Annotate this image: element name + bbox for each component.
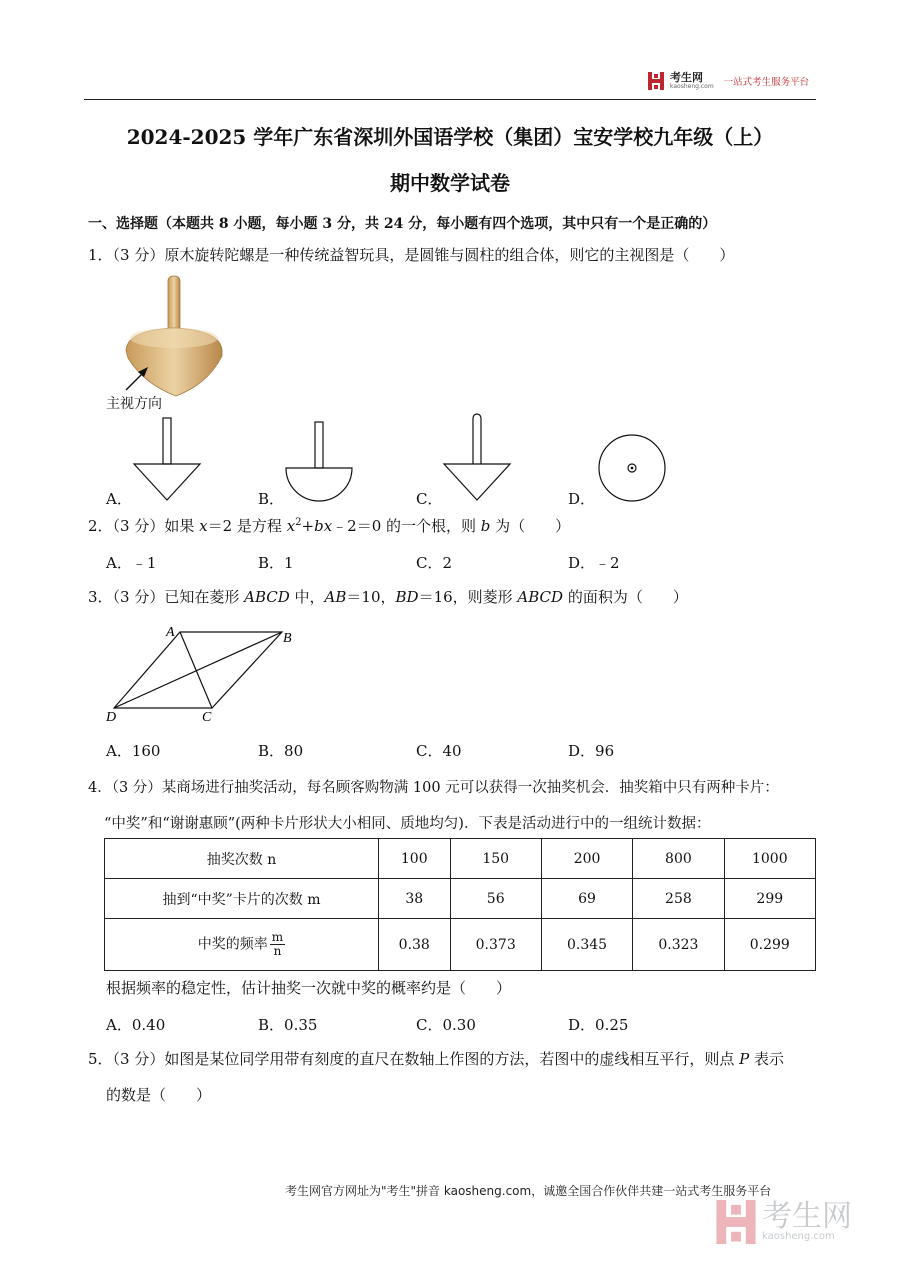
q4-stem-line1: 4．（3 分）某商场进行抽奖活动，每名顾客购物满 100 元可以获得一次抽奖机会．抽奖箱中只有两种卡片：	[88, 780, 779, 796]
q3-option-c[interactable]: C．40	[416, 742, 462, 760]
kaosheng-logo-icon	[648, 72, 664, 90]
q3-option-d[interactable]: D．96	[568, 742, 615, 760]
watermark-domain: kaosheng.com	[762, 1231, 835, 1242]
view-direction-label: 主视方向	[106, 396, 162, 412]
table-cell: 38	[379, 879, 451, 919]
q1-figure-b	[282, 420, 360, 506]
table-cell: 0.345	[541, 919, 632, 971]
watermark-logo-icon	[716, 1200, 756, 1244]
q4-option-a[interactable]: A．0.40	[106, 1016, 166, 1034]
lottery-stats-table	[104, 838, 816, 971]
table-row	[105, 839, 816, 879]
q2-option-a[interactable]: A．﹣1	[106, 554, 157, 572]
q1-figure-c	[440, 410, 518, 506]
vertex-label-b: B	[283, 631, 292, 646]
fraction-m-over-n: $\frac{m}{n}$	[271, 929, 284, 958]
vertex-label-d: D	[106, 710, 117, 725]
header-logo[interactable]	[648, 72, 809, 90]
q1-option-d[interactable]: D．	[568, 490, 596, 508]
q1-figure-a	[130, 416, 208, 506]
table-row	[105, 879, 816, 919]
watermark-name: 考生网	[762, 1199, 852, 1234]
footer-note: 考生网官方网址为"考生"拼音 kaosheng.com，诚邀全国合作伙伴共建一站式考生服务平台	[285, 1184, 772, 1198]
q5-stem-line2: 的数是（ ）	[106, 1086, 212, 1104]
q2-option-c[interactable]: C．2	[416, 554, 453, 572]
table-row	[105, 919, 816, 971]
q1-option-c[interactable]: C．	[416, 490, 443, 508]
logo-domain: kaosheng.com	[670, 83, 714, 90]
table-cell: 1000	[724, 839, 815, 879]
spinning-top-photo	[104, 272, 234, 412]
q4-option-b[interactable]: B．0.35	[258, 1016, 318, 1034]
table-cell: 69	[541, 879, 632, 919]
q4-option-c[interactable]: C．0.30	[416, 1016, 476, 1034]
rhombus-diagram	[100, 620, 310, 730]
q1-option-b[interactable]: B．	[258, 490, 285, 508]
table-cell: 0.373	[450, 919, 541, 971]
header-divider	[84, 99, 816, 100]
q2-stem: 2．（3 分）如果 x＝2 是方程 $x^2+bx﹣2=0$ 的一个根，则 b 为（ ）	[88, 517, 571, 535]
q5-stem-line1: 5．（3 分）如图是某位同学用带有刻度的直尺在数轴上作图的方法，若图中的虚线相互平行，则点 P 表示	[88, 1050, 785, 1068]
section-heading: 一、选择题（本题共 8 小题，每小题 3 分，共 24 分，每小题有四个选项，其中只有一个是正确的）	[88, 216, 717, 232]
table-cell: 0.299	[724, 919, 815, 971]
vertex-label-a: A	[166, 625, 175, 640]
table-cell: 150	[450, 839, 541, 879]
q4-option-d[interactable]: D．0.25	[568, 1016, 629, 1034]
q3-stem: 3．（3 分）已知在菱形 ABCD 中，AB＝10，BD＝16，则菱形 ABCD 的面积为（ ）	[88, 588, 688, 606]
vertex-label-c: C	[202, 710, 212, 725]
table-row-label: 抽到“中奖”卡片的次数 m	[105, 879, 379, 919]
q2-option-b[interactable]: B．1	[258, 554, 294, 572]
exam-title-line2: 期中数学试卷	[390, 171, 510, 195]
q4-question: 根据频率的稳定性，估计抽奖一次就中奖的概率约是（ ）	[106, 979, 512, 997]
q1-figure-d	[596, 432, 668, 504]
table-row-label: 中奖的频率 $\frac{m}{n}$	[105, 919, 379, 971]
table-cell: 0.323	[633, 919, 724, 971]
q2-option-d[interactable]: D．﹣2	[568, 554, 620, 572]
q4-stem-line2: “中奖”和“谢谢惠顾”(两种卡片形状大小相同、质地均匀)．下表是活动进行中的一组统计数据：	[104, 816, 711, 832]
q3-option-a[interactable]: A．160	[106, 742, 161, 760]
table-cell: 200	[541, 839, 632, 879]
table-row-label: 抽奖次数 n	[105, 839, 379, 879]
table-cell: 100	[379, 839, 451, 879]
q1-option-a[interactable]: A．	[106, 490, 132, 508]
table-cell: 299	[724, 879, 815, 919]
watermark	[716, 1200, 852, 1244]
logo-name: 考生网	[670, 71, 703, 84]
table-cell: 56	[450, 879, 541, 919]
table-cell: 800	[633, 839, 724, 879]
q3-option-b[interactable]: B．80	[258, 742, 304, 760]
header-slogan: 一站式考生服务平台	[723, 77, 810, 88]
table-cell: 0.38	[379, 919, 451, 971]
q1-stem: 1．（3 分）原木旋转陀螺是一种传统益智玩具，是圆锥与圆柱的组合体，则它的主视图是（ ）	[88, 246, 735, 264]
table-cell: 258	[633, 879, 724, 919]
exam-title-line1: 2024-2025 学年广东省深圳外国语学校（集团）宝安学校九年级（上）	[126, 125, 774, 149]
